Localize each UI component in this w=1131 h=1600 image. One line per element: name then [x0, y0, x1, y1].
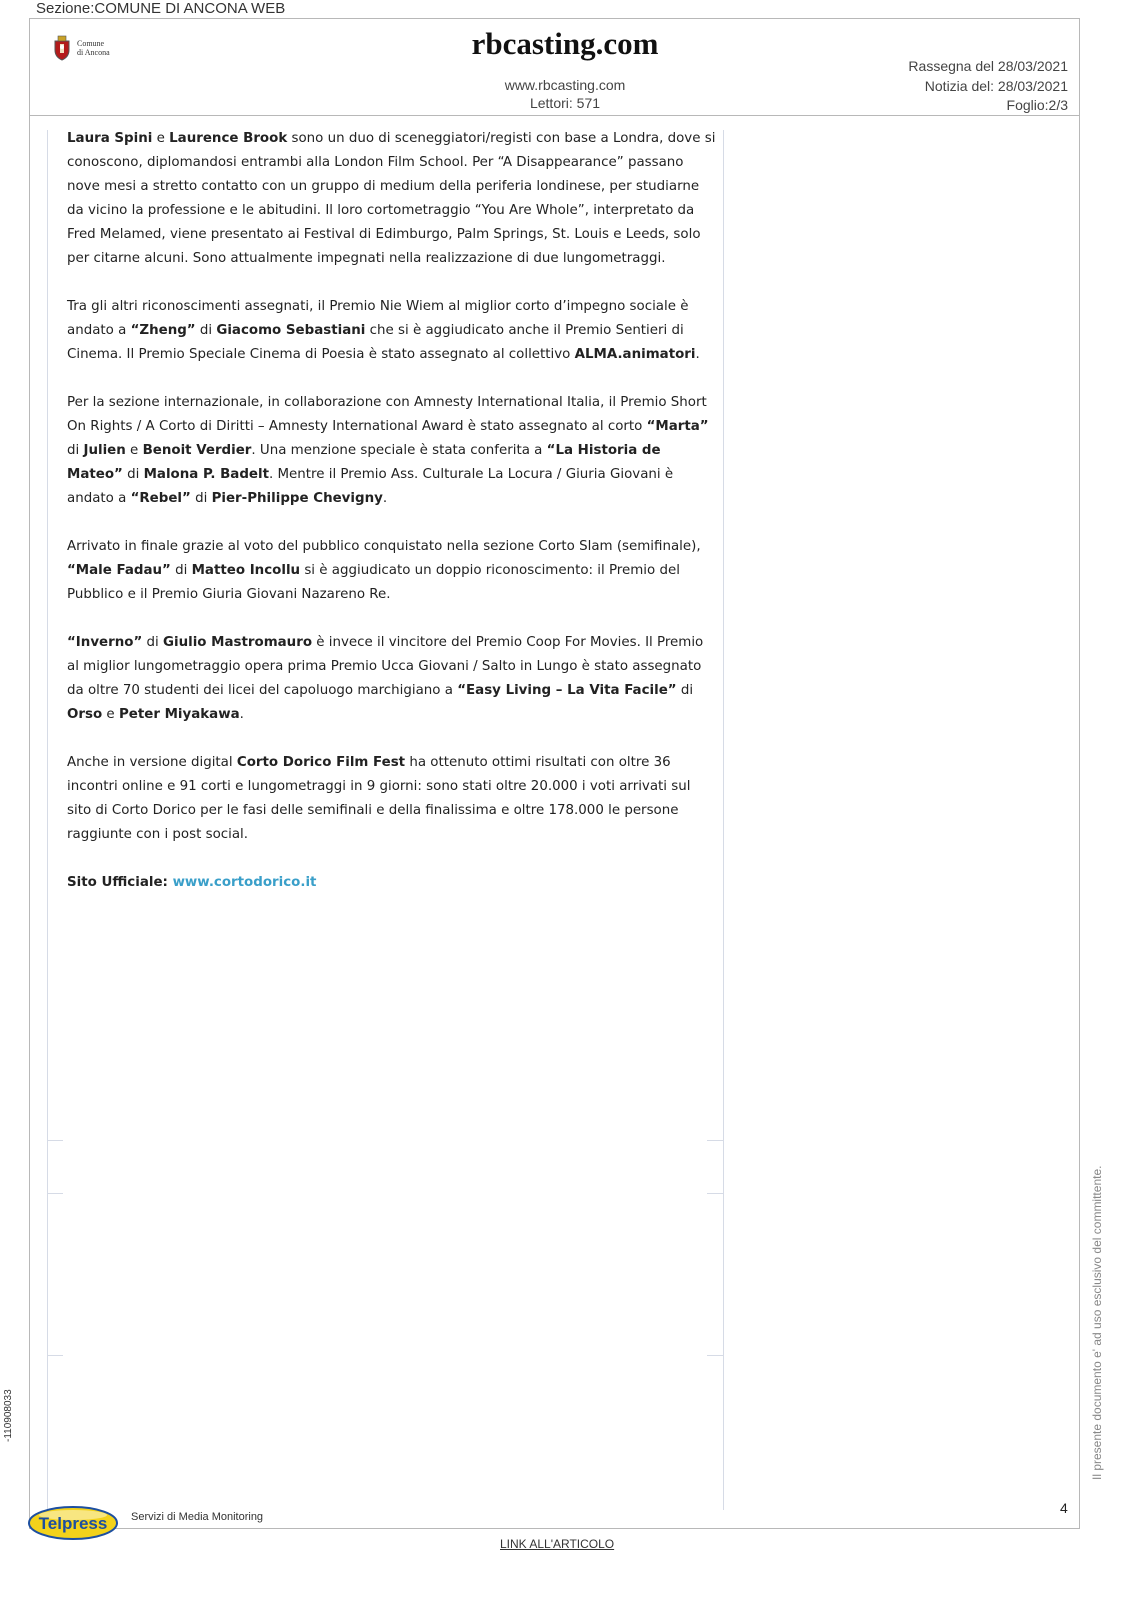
coat-of-arms-icon: [51, 35, 73, 61]
telpress-logo: [27, 1502, 119, 1547]
text-run: .: [695, 347, 700, 362]
text-run: .: [239, 707, 244, 722]
document-code: -110908033: [3, 1389, 14, 1442]
text-run: che si è aggiudicato anche il Premio Sentieri di Cinema. Il Premio Speciale Cinema di Poesia è stato assegnato al collettivo: [67, 323, 684, 362]
text-run: è invece il vincitore del Premio Coop For Movies. Il Premio al miglior lungometraggio opera prima Premio Ucca Giovani / Salto in Lungo è stato assegnato da oltre 70 studenti dei licei del capoluogo marchigiano a: [67, 635, 704, 698]
paragraph-6: [67, 751, 717, 847]
bold-run: “Rebel”: [130, 491, 191, 506]
bold-run: Benoit Verdier: [142, 443, 252, 458]
masthead-title: rbcasting.com: [471, 26, 659, 61]
guide-tick: [707, 1355, 723, 1356]
header-divider: [29, 115, 1080, 116]
rassegna-date: Rassegna del 28/03/2021: [908, 58, 1068, 74]
bold-run: Corto Dorico Film Fest: [236, 755, 406, 770]
paragraph-4: [67, 535, 717, 607]
comune-logo: [51, 35, 110, 61]
bold-run: “Inverno”: [67, 635, 143, 650]
bold-run: Laurence Brook: [169, 131, 288, 146]
column-guide-right: [723, 130, 724, 1510]
telpress-logo-icon: [27, 1502, 119, 1542]
official-site-line: [67, 871, 717, 895]
bold-run: “Marta”: [646, 419, 709, 434]
article-body: [67, 127, 717, 919]
text-run: di: [122, 467, 144, 482]
notizia-date: Notizia del: 28/03/2021: [924, 78, 1068, 94]
text-run: di: [142, 635, 163, 650]
paragraph-5: [67, 631, 717, 727]
masthead-url: www.rbcasting.com: [504, 77, 626, 93]
bold-run: Giacomo Sebastiani: [216, 323, 366, 338]
text-run: e: [102, 707, 119, 722]
telpress-brand: Telpress: [38, 1514, 108, 1533]
disclaimer-text: Il presente documento e' ad uso esclusivo del committente.: [1090, 1165, 1104, 1480]
text-run: di: [195, 323, 217, 338]
text-run: . Una menzione speciale è stata conferita a: [251, 443, 547, 458]
official-site-link[interactable]: www.cortodorico.it: [172, 875, 317, 890]
article-link[interactable]: LINK ALL'ARTICOLO: [500, 1537, 615, 1551]
text-run: di: [67, 443, 84, 458]
bold-run: “Zheng”: [130, 323, 196, 338]
column-guide-left: [47, 130, 48, 1510]
text-run: si è aggiudicato un doppio riconoscimento: il Premio del Pubblico e il Premio Giuria Giovani Nazareno Re.: [67, 563, 680, 602]
bold-run: Matteo Incollu: [191, 563, 301, 578]
official-site-label: Sito Ufficiale:: [67, 875, 173, 890]
text-run: Tra gli altri riconoscimenti assegnati, il Premio Nie Wiem al miglior corto d’impegno sociale è andato a: [67, 299, 689, 338]
media-monitoring-label: Servizi di Media Monitoring: [131, 1511, 264, 1523]
text-run: di: [190, 491, 212, 506]
page-number: 4: [1060, 1500, 1068, 1516]
text-run: di: [676, 683, 694, 698]
section-label: Sezione:COMUNE DI ANCONA WEB: [36, 0, 286, 17]
bold-run: “La Historia de Mateo”: [67, 443, 661, 482]
bold-run: ALMA.animatori: [574, 347, 696, 362]
readers-count: Lettori: 571: [529, 95, 601, 111]
bold-run: Peter Miyakawa: [118, 707, 240, 722]
guide-tick: [707, 1140, 723, 1141]
text-run: Anche in versione digital: [67, 755, 237, 770]
text-run: Arrivato in finale grazie al voto del pubblico conquistato nella sezione Corto Slam (semifinale),: [67, 539, 701, 554]
bold-run: Pier-Philippe Chevigny: [211, 491, 383, 506]
paragraph-1: [67, 127, 717, 271]
guide-tick: [707, 1193, 723, 1194]
text-run: di: [170, 563, 192, 578]
logo-line-1: Comune: [77, 39, 105, 48]
logo-line-2: di Ancona: [77, 48, 110, 57]
sheet-number: Foglio:2/3: [1006, 97, 1068, 113]
guide-tick: [47, 1193, 63, 1194]
text-run: .: [382, 491, 388, 506]
bold-run: Orso: [67, 707, 103, 722]
text-run: ha ottenuto ottimi risultati con oltre 36 incontri online e 91 corti e lungometraggi in 9 giorni: sono stati oltre 20.000 i voti arrivati sul sito di Corto Dorico per le fasi delle semifinali e della finalissima e oltre 178.000 le persone raggiunte con i post social.: [67, 755, 691, 842]
guide-tick: [47, 1355, 63, 1356]
text-run: e: [125, 443, 143, 458]
bold-run: Laura Spini: [67, 131, 153, 146]
guide-tick: [47, 1140, 63, 1141]
bold-run: Malona P. Badelt: [143, 467, 269, 482]
text-run: e: [152, 131, 170, 146]
bold-run: Giulio Mastromauro: [163, 635, 313, 650]
text-run: sono un duo di sceneggiatori/registi con base a Londra, dove si conoscono, diplomandosi entrambi alla London Film School. Per “A Disappearance” passano nove mesi a stretto contatto con un gruppo di medium della periferia londinese, per studiarne da vicino la professione e le abitudini. Il loro cortometraggio “You Are Whole”, interpretato da Fred Melamed, viene presentato ai Festival di Edimburgo, Palm Springs, St. Louis e Leeds, solo per citarne alcuni. Sono attualmente impegnati nella realizzazione di due lungometraggi.: [67, 131, 716, 266]
bold-run: Julien: [83, 443, 126, 458]
text-run: . Mentre il Premio Ass. Culturale La Locura / Giuria Giovani è andato a: [67, 467, 674, 506]
bold-run: “Male Fadau”: [67, 563, 171, 578]
paragraph-3: [67, 391, 717, 511]
text-run: Per la sezione internazionale, in collaborazione con Amnesty International Italia, il Premio Short On Rights / A Corto di Diritti – Amnesty International Award è stato assegnato al corto: [67, 395, 707, 434]
bold-run: “Easy Living – La Vita Facile”: [457, 683, 677, 698]
paragraph-2: [67, 295, 717, 367]
